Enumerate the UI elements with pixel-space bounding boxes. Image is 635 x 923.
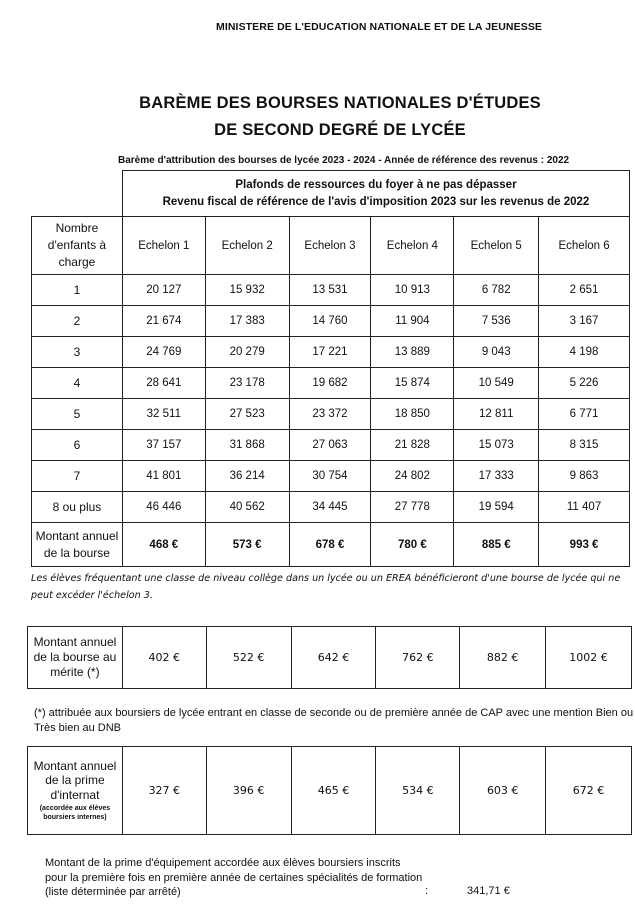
document-title-line1: BARÈME DES BOURSES NATIONALES D'ÉTUDES xyxy=(139,94,541,112)
threshold-cell: 7 536 xyxy=(454,306,539,337)
echelon-header: Echelon 2 xyxy=(205,217,289,275)
threshold-cell: 32 511 xyxy=(122,399,205,430)
boarding-sublabel: (accordée aux élèves boursiers internes) xyxy=(39,805,111,822)
threshold-cell: 46 446 xyxy=(122,492,205,523)
threshold-cell: 23 178 xyxy=(205,368,289,399)
merit-footnote: (*) attribuée aux boursiers de lycée entrant en classe de seconde ou de première année de CAP avec une mention Bien ou Très bien au DNB xyxy=(34,707,634,734)
threshold-cell: 11 904 xyxy=(371,306,454,337)
annual-amount-cell: 468 € xyxy=(122,523,205,567)
income-threshold-table xyxy=(31,170,630,567)
threshold-cell: 9 043 xyxy=(454,337,539,368)
merit-cell: 762 € xyxy=(376,627,460,689)
row-label: 7 xyxy=(32,461,123,492)
table-corner-cell xyxy=(32,171,123,217)
table-row xyxy=(32,368,630,399)
merit-cell: 402 € xyxy=(122,627,206,689)
row-label: 3 xyxy=(32,337,123,368)
merit-cell: 882 € xyxy=(460,627,546,689)
row-label: 8 ou plus xyxy=(32,492,123,523)
equipment-bonus-text xyxy=(45,856,422,900)
threshold-header-line2: Revenu fiscal de référence de l'avis d'imposition 2023 sur les revenus de 2022 xyxy=(162,195,590,208)
boarding-cell: 603 € xyxy=(460,747,546,835)
threshold-cell: 34 445 xyxy=(289,492,371,523)
row-label: 4 xyxy=(32,368,123,399)
table-row xyxy=(32,275,630,306)
college-level-note: Les élèves fréquentant une classe de niveau collège dans un lycée ou un EREA bénéficieront d'une bourse de lycée qui ne peut excéder l'échelon 3. xyxy=(31,573,621,601)
annual-amount-cell: 885 € xyxy=(454,523,539,567)
threshold-cell: 15 073 xyxy=(454,430,539,461)
table-row xyxy=(32,430,630,461)
threshold-cell: 6 771 xyxy=(539,399,630,430)
threshold-cell: 24 802 xyxy=(371,461,454,492)
threshold-cell: 23 372 xyxy=(289,399,371,430)
threshold-cell: 27 523 xyxy=(205,399,289,430)
threshold-cell: 31 868 xyxy=(205,430,289,461)
annual-amount-cell: 993 € xyxy=(539,523,630,567)
equipment-line: Montant de la prime d'équipement accordée aux élèves boursiers inscrits xyxy=(45,857,401,869)
merit-bonus-table xyxy=(27,626,632,689)
boarding-label-cell xyxy=(28,747,123,835)
threshold-cell: 19 682 xyxy=(289,368,371,399)
children-count-header: Nombre d'enfants à charge xyxy=(32,217,123,275)
threshold-header xyxy=(122,171,629,217)
threshold-cell: 17 383 xyxy=(205,306,289,337)
merit-row xyxy=(28,627,632,689)
row-label: 6 xyxy=(32,430,123,461)
threshold-cell: 13 889 xyxy=(371,337,454,368)
annual-amount-cell: 573 € xyxy=(205,523,289,567)
document-subtitle: Barème d'attribution des bourses de lycée 2023 - 2024 - Année de référence des revenus : 2022 xyxy=(118,155,570,166)
threshold-header-line1: Plafonds de ressources du foyer à ne pas dépasser xyxy=(235,178,517,191)
threshold-cell: 40 562 xyxy=(205,492,289,523)
merit-label: Montant annuel de la bourse au mérite (*) xyxy=(28,627,123,689)
table-header-row xyxy=(32,171,630,217)
threshold-cell: 17 333 xyxy=(454,461,539,492)
echelon-header: Echelon 1 xyxy=(122,217,205,275)
row-label: 2 xyxy=(32,306,123,337)
echelon-header: Echelon 4 xyxy=(371,217,454,275)
boarding-label: Montant annuel de la prime d'internat xyxy=(33,758,117,802)
threshold-cell: 15 874 xyxy=(371,368,454,399)
threshold-cell: 19 594 xyxy=(454,492,539,523)
threshold-cell: 10 913 xyxy=(371,275,454,306)
threshold-cell: 20 279 xyxy=(205,337,289,368)
threshold-cell: 5 226 xyxy=(539,368,630,399)
threshold-cell: 2 651 xyxy=(539,275,630,306)
boarding-cell: 672 € xyxy=(546,747,632,835)
row-label: 1 xyxy=(32,275,123,306)
threshold-cell: 3 167 xyxy=(539,306,630,337)
table-row xyxy=(32,399,630,430)
merit-cell: 1002 € xyxy=(546,627,632,689)
threshold-cell: 15 932 xyxy=(205,275,289,306)
merit-cell: 642 € xyxy=(291,627,376,689)
row-label: 5 xyxy=(32,399,123,430)
threshold-cell: 30 754 xyxy=(289,461,371,492)
threshold-cell: 20 127 xyxy=(122,275,205,306)
threshold-cell: 6 782 xyxy=(454,275,539,306)
boarding-cell: 465 € xyxy=(291,747,376,835)
table-row xyxy=(32,306,630,337)
echelon-header: Echelon 3 xyxy=(289,217,371,275)
echelon-header: Echelon 6 xyxy=(539,217,630,275)
table-row xyxy=(32,461,630,492)
threshold-cell: 41 801 xyxy=(122,461,205,492)
threshold-cell: 17 221 xyxy=(289,337,371,368)
threshold-cell: 4 198 xyxy=(539,337,630,368)
ministry-name: MINISTERE DE L'EDUCATION NATIONALE ET DE LA JEUNESSE xyxy=(216,21,543,33)
equipment-line: (liste déterminée par arrêté) xyxy=(45,886,181,898)
table-row xyxy=(32,492,630,523)
boarding-row xyxy=(28,747,632,835)
annual-amount-label: Montant annuel de la bourse xyxy=(32,523,123,567)
annual-amount-row xyxy=(32,523,630,567)
boarding-cell: 396 € xyxy=(206,747,291,835)
threshold-cell: 21 674 xyxy=(122,306,205,337)
threshold-cell: 24 769 xyxy=(122,337,205,368)
threshold-cell: 9 863 xyxy=(539,461,630,492)
column-header-row xyxy=(32,217,630,275)
threshold-cell: 18 850 xyxy=(371,399,454,430)
threshold-cell: 14 760 xyxy=(289,306,371,337)
threshold-cell: 37 157 xyxy=(122,430,205,461)
threshold-cell: 10 549 xyxy=(454,368,539,399)
threshold-cell: 36 214 xyxy=(205,461,289,492)
annual-amount-cell: 780 € xyxy=(371,523,454,567)
annual-amount-cell: 678 € xyxy=(289,523,371,567)
table-row xyxy=(32,337,630,368)
document-title-line2: DE SECOND DEGRÉ DE LYCÉE xyxy=(214,121,466,139)
threshold-cell: 13 531 xyxy=(289,275,371,306)
threshold-cell: 27 063 xyxy=(289,430,371,461)
echelon-header: Echelon 5 xyxy=(454,217,539,275)
equipment-line: pour la première fois en première année de certaines spécialités de formation xyxy=(45,871,423,884)
threshold-cell: 11 407 xyxy=(539,492,630,523)
equipment-amount: 341,71 € xyxy=(467,885,510,897)
equipment-colon: : xyxy=(425,885,429,897)
threshold-cell: 28 641 xyxy=(122,368,205,399)
boarding-cell: 327 € xyxy=(122,747,206,835)
boarding-bonus-table xyxy=(27,746,632,835)
threshold-cell: 12 811 xyxy=(454,399,539,430)
boarding-cell: 534 € xyxy=(376,747,460,835)
threshold-cell: 8 315 xyxy=(539,430,630,461)
threshold-cell: 21 828 xyxy=(371,430,454,461)
merit-cell: 522 € xyxy=(206,627,291,689)
threshold-cell: 27 778 xyxy=(371,492,454,523)
